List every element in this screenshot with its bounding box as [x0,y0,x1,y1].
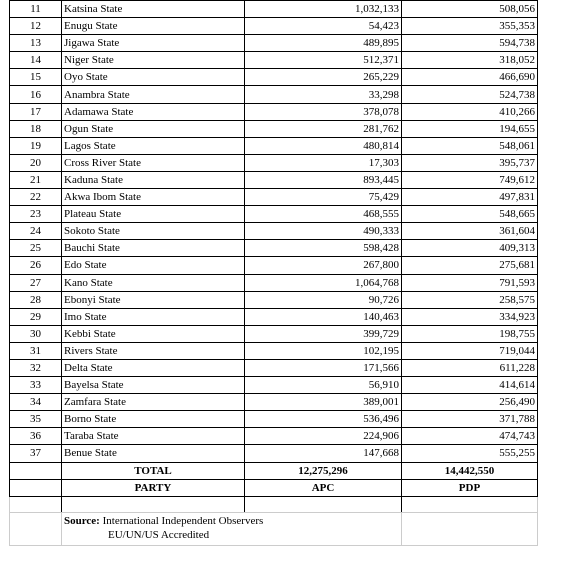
table-row [10,223,538,240]
apc-votes-cell: 480,814 [245,137,402,154]
row-number-cell: 36 [10,428,62,445]
apc-votes-cell: 267,800 [245,257,402,274]
state-name-cell: Sokoto State [62,223,245,240]
row-number-cell: 37 [10,445,62,462]
state-name-cell: Rivers State [62,342,245,359]
party-row [10,479,538,496]
table-row [10,86,538,103]
apc-votes-cell: 389,001 [245,394,402,411]
row-number-cell: 22 [10,189,62,206]
state-name-cell: Bauchi State [62,240,245,257]
spacer-cell [62,496,245,512]
apc-votes-cell: 17,303 [245,154,402,171]
state-name-cell: Niger State [62,52,245,69]
row-number-cell: 25 [10,240,62,257]
apc-votes-cell: 490,333 [245,223,402,240]
row-number-cell: 34 [10,394,62,411]
apc-votes-cell: 140,463 [245,308,402,325]
results-sheet [9,0,537,546]
state-name-cell: Edo State [62,257,245,274]
apc-votes-cell: 378,078 [245,103,402,120]
table-row [10,428,538,445]
results-body [10,1,538,463]
table-row [10,171,538,188]
pdp-votes-cell: 410,266 [402,103,538,120]
apc-votes-cell: 265,229 [245,69,402,86]
pdp-votes-cell: 548,665 [402,206,538,223]
source-line [62,514,401,528]
apc-votes-cell: 468,555 [245,206,402,223]
row-number-cell: 30 [10,325,62,342]
total-blank-cell [10,462,62,479]
row-number-cell: 18 [10,120,62,137]
row-number-cell: 31 [10,342,62,359]
party-pdp: PDP [402,479,538,496]
total-apc: 12,275,296 [245,462,402,479]
pdp-votes-cell: 258,575 [402,291,538,308]
pdp-votes-cell: 395,737 [402,154,538,171]
pdp-votes-cell: 555,255 [402,445,538,462]
pdp-votes-cell: 371,788 [402,411,538,428]
table-row [10,35,538,52]
state-name-cell: Plateau State [62,206,245,223]
row-number-cell: 33 [10,377,62,394]
pdp-votes-cell: 749,612 [402,171,538,188]
source-text: International Independent Observers [102,514,264,527]
pdp-votes-cell: 256,490 [402,394,538,411]
table-row [10,103,538,120]
row-number-cell: 19 [10,137,62,154]
pdp-votes-cell: 719,044 [402,342,538,359]
table-row [10,377,538,394]
table-row [10,137,538,154]
table-row [10,189,538,206]
table-row [10,240,538,257]
state-name-cell: Katsina State [62,1,245,18]
row-number-cell: 32 [10,359,62,376]
state-name-cell: Bayelsa State [62,377,245,394]
row-number-cell: 21 [10,171,62,188]
state-name-cell: Cross River State [62,154,245,171]
party-blank-cell [10,479,62,496]
pdp-votes-cell: 508,056 [402,1,538,18]
source-cell [62,512,402,545]
apc-votes-cell: 399,729 [245,325,402,342]
pdp-votes-cell: 409,313 [402,240,538,257]
pdp-votes-cell: 497,831 [402,189,538,206]
apc-votes-cell: 512,371 [245,52,402,69]
row-number-cell: 12 [10,18,62,35]
apc-votes-cell: 147,668 [245,445,402,462]
source-blank-cell [402,512,538,545]
state-name-cell: Ogun State [62,120,245,137]
state-name-cell: Kano State [62,274,245,291]
row-number-cell: 14 [10,52,62,69]
row-number-cell: 27 [10,274,62,291]
apc-votes-cell: 489,895 [245,35,402,52]
state-name-cell: Imo State [62,308,245,325]
apc-votes-cell: 171,566 [245,359,402,376]
state-name-cell: Adamawa State [62,103,245,120]
apc-votes-cell: 1,064,768 [245,274,402,291]
apc-votes-cell: 56,910 [245,377,402,394]
table-row [10,308,538,325]
pdp-votes-cell: 334,923 [402,308,538,325]
table-row [10,1,538,18]
party-apc: APC [245,479,402,496]
row-number-cell: 28 [10,291,62,308]
spacer-cell [402,496,538,512]
pdp-votes-cell: 194,655 [402,120,538,137]
state-name-cell: Kebbi State [62,325,245,342]
row-number-cell: 11 [10,1,62,18]
apc-votes-cell: 75,429 [245,189,402,206]
row-number-cell: 35 [10,411,62,428]
apc-votes-cell: 536,496 [245,411,402,428]
results-table [9,0,538,546]
row-number-cell: 20 [10,154,62,171]
row-number-cell: 29 [10,308,62,325]
table-row [10,18,538,35]
pdp-votes-cell: 466,690 [402,69,538,86]
row-number-cell: 26 [10,257,62,274]
party-label: PARTY [62,479,245,496]
state-name-cell: Ebonyi State [62,291,245,308]
pdp-votes-cell: 275,681 [402,257,538,274]
state-name-cell: Kaduna State [62,171,245,188]
state-name-cell: Zamfara State [62,394,245,411]
apc-votes-cell: 224,906 [245,428,402,445]
table-row [10,206,538,223]
table-row [10,52,538,69]
source-accreditation: EU/UN/US Accredited [108,528,210,541]
row-number-cell: 15 [10,69,62,86]
state-name-cell: Borno State [62,411,245,428]
total-row [10,462,538,479]
apc-votes-cell: 33,298 [245,86,402,103]
spacer-row [10,496,538,512]
total-label: TOTAL [62,462,245,479]
table-row [10,274,538,291]
table-row [10,291,538,308]
state-name-cell: Akwa Ibom State [62,189,245,206]
source-row [10,512,538,545]
pdp-votes-cell: 474,743 [402,428,538,445]
source-label: Source: [64,514,100,527]
apc-votes-cell: 90,726 [245,291,402,308]
pdp-votes-cell: 791,593 [402,274,538,291]
pdp-votes-cell: 524,738 [402,86,538,103]
spacer-cell [10,496,62,512]
apc-votes-cell: 893,445 [245,171,402,188]
table-row [10,342,538,359]
state-name-cell: Enugu State [62,18,245,35]
apc-votes-cell: 102,195 [245,342,402,359]
table-row [10,69,538,86]
pdp-votes-cell: 414,614 [402,377,538,394]
source-blank-cell [10,512,62,545]
pdp-votes-cell: 361,604 [402,223,538,240]
state-name-cell: Anambra State [62,86,245,103]
table-row [10,154,538,171]
table-row [10,120,538,137]
pdp-votes-cell: 548,061 [402,137,538,154]
row-number-cell: 17 [10,103,62,120]
apc-votes-cell: 1,032,133 [245,1,402,18]
row-number-cell: 23 [10,206,62,223]
apc-votes-cell: 598,428 [245,240,402,257]
pdp-votes-cell: 594,738 [402,35,538,52]
apc-votes-cell: 281,762 [245,120,402,137]
pdp-votes-cell: 611,228 [402,359,538,376]
total-pdp: 14,442,550 [402,462,538,479]
state-name-cell: Taraba State [62,428,245,445]
row-number-cell: 16 [10,86,62,103]
row-number-cell: 13 [10,35,62,52]
pdp-votes-cell: 355,353 [402,18,538,35]
table-row [10,325,538,342]
state-name-cell: Delta State [62,359,245,376]
row-number-cell: 24 [10,223,62,240]
table-row [10,445,538,462]
table-row [10,257,538,274]
state-name-cell: Benue State [62,445,245,462]
state-name-cell: Lagos State [62,137,245,154]
pdp-votes-cell: 198,755 [402,325,538,342]
table-row [10,394,538,411]
apc-votes-cell: 54,423 [245,18,402,35]
state-name-cell: Jigawa State [62,35,245,52]
pdp-votes-cell: 318,052 [402,52,538,69]
table-row [10,411,538,428]
state-name-cell: Oyo State [62,69,245,86]
spacer-cell [245,496,402,512]
table-row [10,359,538,376]
